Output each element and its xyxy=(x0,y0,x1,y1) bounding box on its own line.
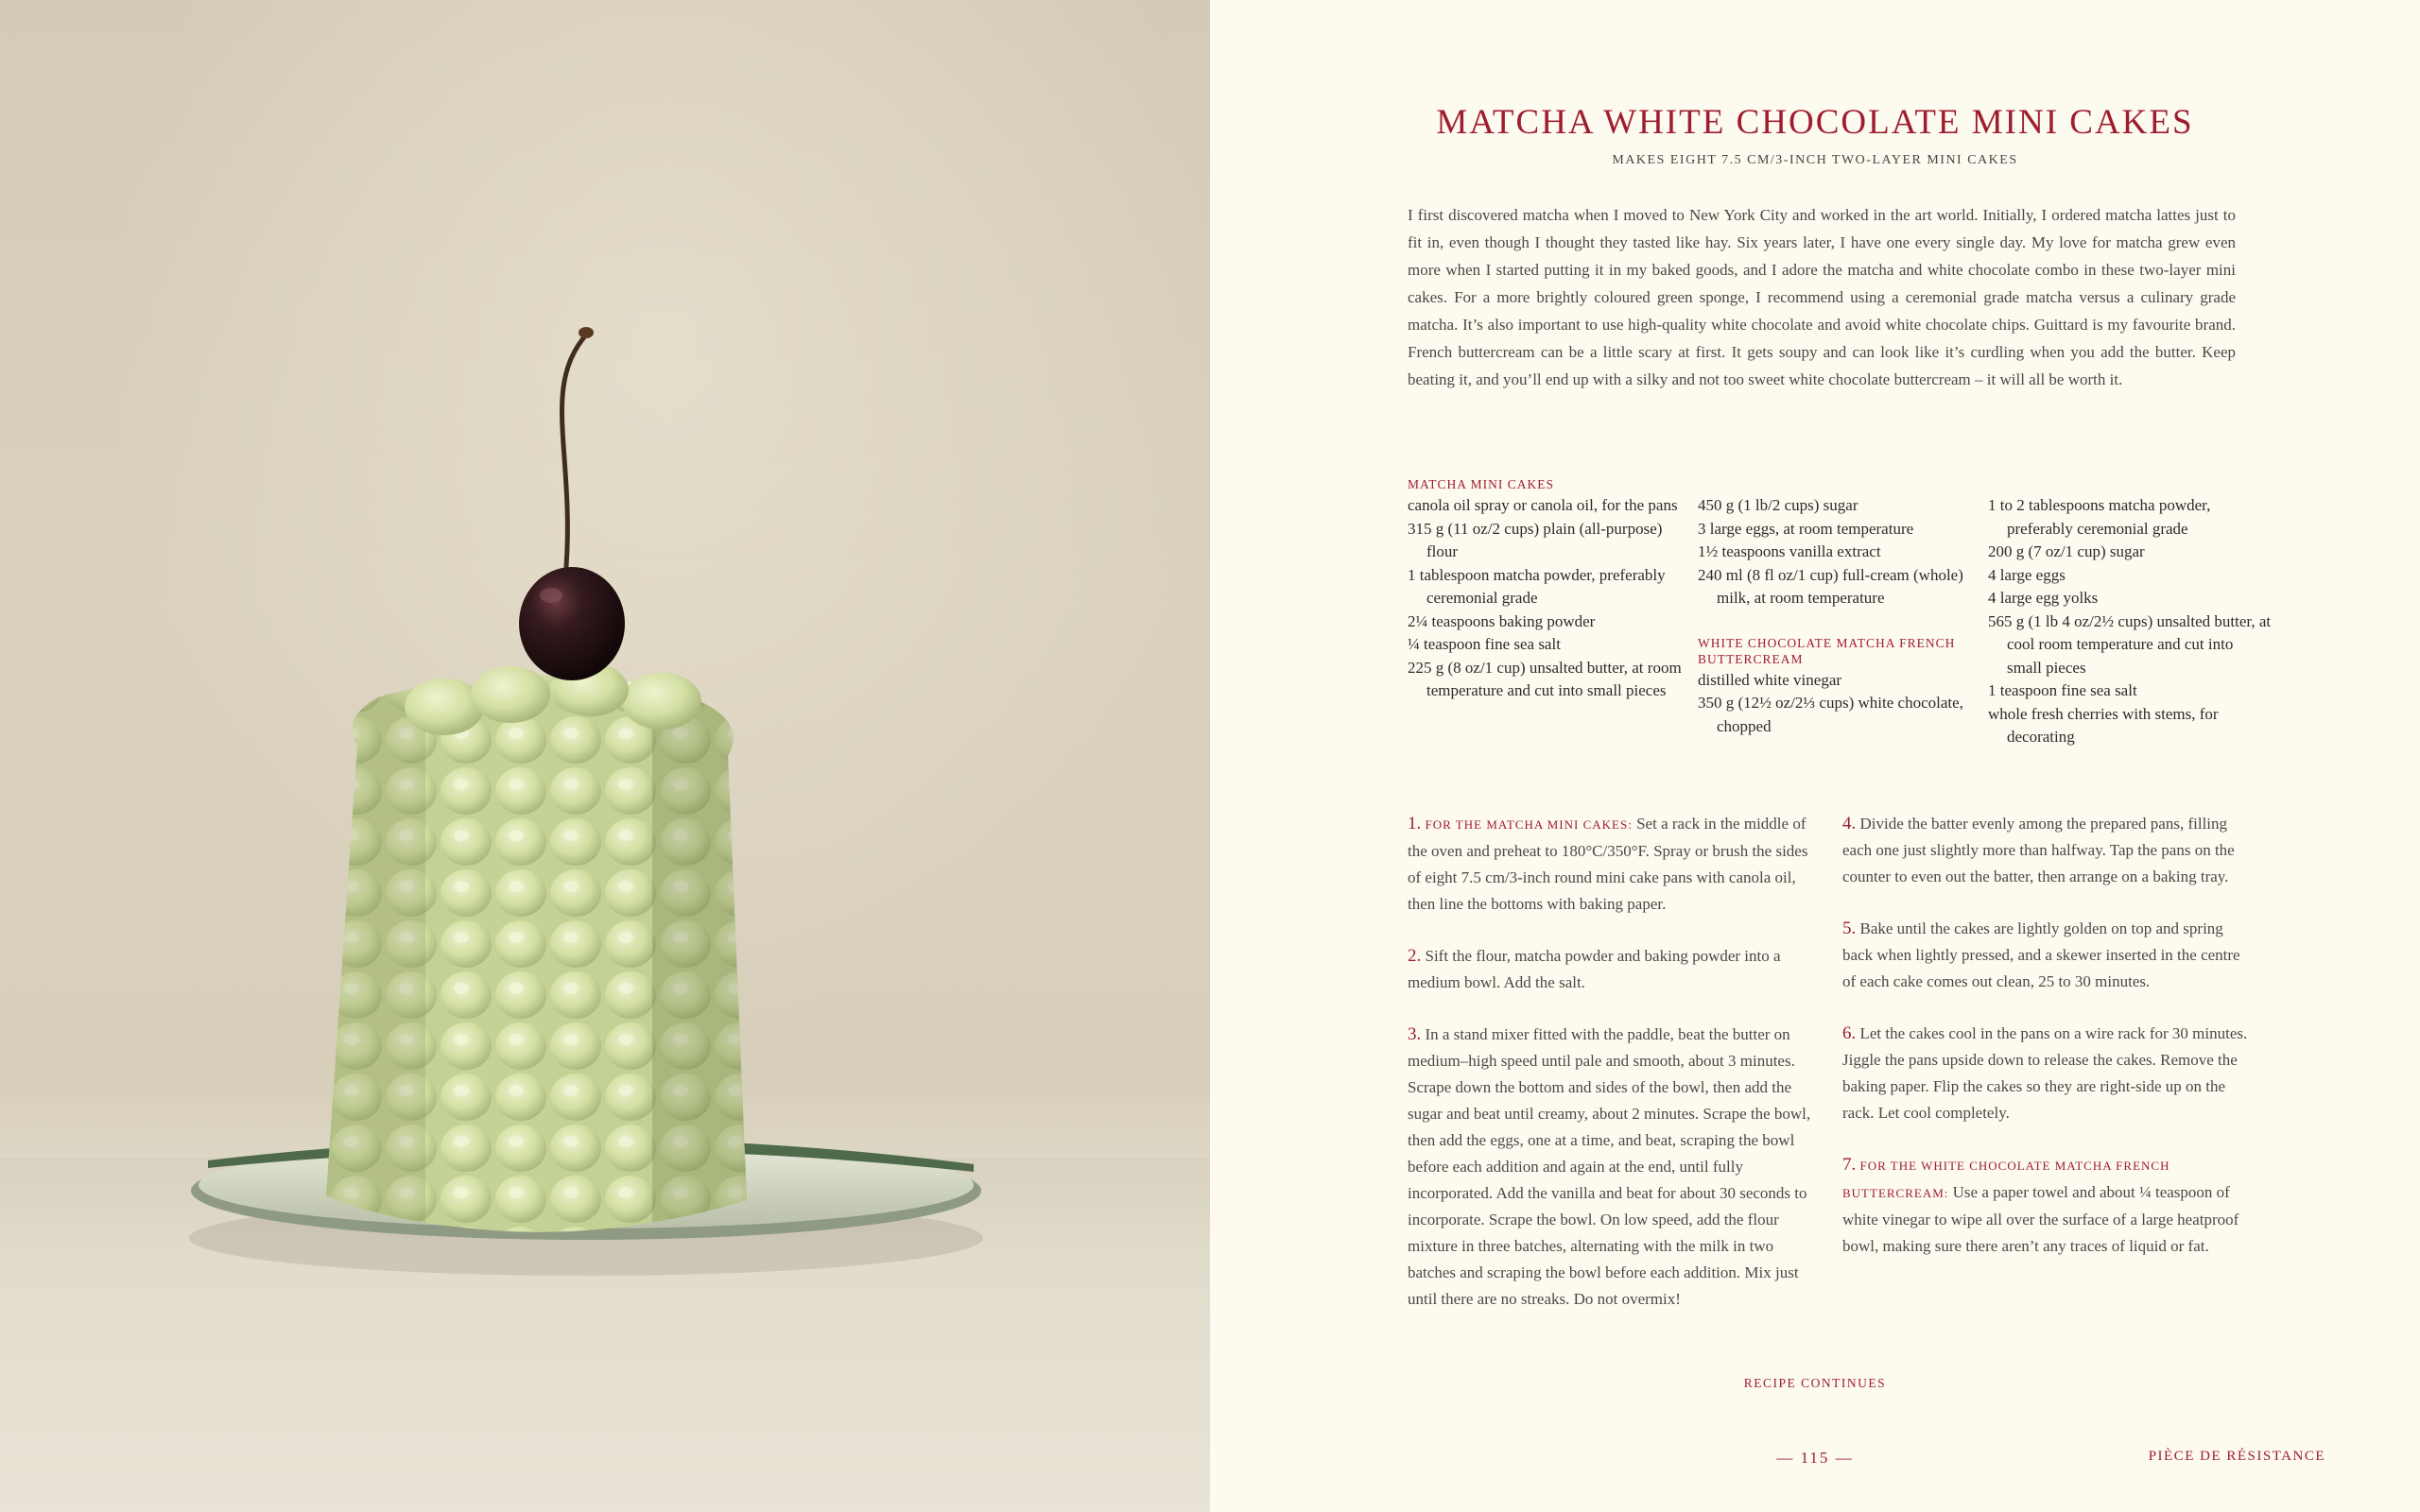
ingredient-item: 1 tablespoon matcha powder, preferably ceremonial grade xyxy=(1408,565,1666,607)
step-text: Use a paper towel and about ¼ teaspoon of white vinegar to wipe all over the surface of a large heatproof bowl, making sure there aren’t any traces of liquid or fat. xyxy=(1842,1183,2239,1255)
step-text: Set a rack in the middle of the oven and preheat to 180°C/350°F. Spray or brush the sides of eight 7.5 cm/3-inch round mini cake pans with canola oil, then line the bottoms with baking paper. xyxy=(1408,815,1808,913)
ingredient-item: ¼ teaspoon fine sea salt xyxy=(1408,635,1561,653)
ingredient-item: 225 g (8 oz/1 cup) unsalted butter, at room temperature and cut into small pieces xyxy=(1408,658,1682,699)
ingredient-item: 4 large egg yolks xyxy=(1988,589,2099,607)
step-text: In a stand mixer fitted with the paddle, beat the butter on medium–high speed until pale and smooth, about 3 minutes. Scrape down the bottom and sides of the bowl, then add the sugar and beat until creamy, about 2 minutes. Scrape the bowl, then add the eggs, one at a time, and beat, scraping the bowl before each addition and again at the end, until fully incorporated. Add the vanilla and beat for about 30 seconds to incorporate. Scrape the bowl. On low speed, add the flour mixture in three batches, alternating with the milk in two batches and scraping the bowl before each addition. Mix just until there are no streaks. Do not overmix! xyxy=(1408,1025,1811,1308)
step-label: FOR THE WHITE CHOCOLATE MATCHA FRENCH BUTTERCREAM: xyxy=(1842,1159,2170,1200)
step-text: Divide the batter evenly among the prepared pans, filling each one just slightly more than halfway. Tap the pans on the counter to even out the batter, then arrange on a baking tray. xyxy=(1842,815,2235,885)
step-number: 3. xyxy=(1408,1024,1422,1044)
recipe-continues-link: RECIPE CONTINUES xyxy=(1743,1376,1887,1390)
ingredient-item: 3 large eggs, at room temperature xyxy=(1698,519,1914,538)
recipe-page xyxy=(1210,0,2420,1512)
method-step-1 xyxy=(1408,811,1820,918)
ingredient-item: 350 g (12½ oz/2⅓ cups) white chocolate, chopped xyxy=(1698,694,1963,735)
ingredient-item: canola oil spray or canola oil, for the pans xyxy=(1408,496,1678,514)
method-step-2 xyxy=(1408,943,1820,996)
method-step-5 xyxy=(1842,916,2255,995)
ingredient-item: distilled white vinegar xyxy=(1698,670,1842,689)
ingredient-item: 565 g (1 lb 4 oz/2½ cups) unsalted butter, at cool room temperature and cut into small pieces xyxy=(1988,611,2272,677)
method-step-7 xyxy=(1842,1152,2255,1260)
ingredients-column-1 xyxy=(1408,476,1691,703)
recipe-title: MATCHA WHITE CHOCOLATE MINI CAKES xyxy=(1436,103,2194,142)
ingredient-item: 240 ml (8 fl oz/1 cup) full-cream (whole) milk, at room temperature xyxy=(1698,565,1963,607)
ingredient-item: 1 to 2 tablespoons matcha powder, preferably ceremonial grade xyxy=(1988,496,2211,538)
page-number: — 115 — xyxy=(1776,1449,1854,1467)
ingredient-item: 200 g (7 oz/1 cup) sugar xyxy=(1988,542,2145,560)
method-step-3 xyxy=(1408,1022,1820,1313)
ingredient-item: 450 g (1 lb/2 cups) sugar xyxy=(1698,496,1858,514)
method-step-6 xyxy=(1842,1021,2255,1126)
ingredient-item: 315 g (11 oz/2 cups) plain (all-purpose) flour xyxy=(1408,519,1663,560)
step-text: Bake until the cakes are lightly golden on top and spring back when lightly pressed, and a skewer inserted in the centre of each cake comes out clean, 25 to 30 minutes. xyxy=(1842,919,2240,990)
step-number: 2. xyxy=(1408,946,1422,966)
step-number: 7. xyxy=(1842,1155,1857,1175)
step-number: 4. xyxy=(1842,814,1857,833)
ingredient-item: 1 teaspoon fine sea salt xyxy=(1988,681,2137,699)
step-number: 6. xyxy=(1842,1023,1857,1043)
cakes-ingredients-heading: MATCHA MINI CAKES xyxy=(1408,477,1555,491)
ingredient-item: whole fresh cherries with stems, for decorating xyxy=(1988,704,2219,746)
recipe-yield: MAKES EIGHT 7.5 CM/3-INCH TWO-LAYER MINI CAKES xyxy=(1612,153,2018,167)
ingredients-column-2 xyxy=(1698,494,1981,738)
ingredient-item: 1½ teaspoons vanilla extract xyxy=(1698,542,1881,560)
running-footer: PIÈCE DE RÉSISTANCE xyxy=(2148,1449,2325,1464)
method-step-4 xyxy=(1842,811,2255,890)
ingredients-column-3 xyxy=(1988,494,2272,749)
ingredient-item: 2¼ teaspoons baking powder xyxy=(1408,611,1596,630)
buttercream-ingredients-heading: WHITE CHOCOLATE MATCHA FRENCH BUTTERCREAM xyxy=(1698,635,1956,666)
step-text: Let the cakes cool in the pans on a wire rack for 30 minutes. Jiggle the pans upside down to release the cakes. Remove the baking paper. Flip the cakes so they are right-side up on the rack. Let cool completely. xyxy=(1842,1024,2248,1122)
step-number: 1. xyxy=(1408,814,1422,833)
ingredient-item: 4 large eggs xyxy=(1988,565,2066,584)
method-column-1 xyxy=(1408,811,1820,1338)
step-number: 5. xyxy=(1842,919,1857,938)
recipe-intro: I first discovered matcha when I moved to New York City and worked in the art world. Initially, I ordered matcha lattes just to fit in, even though I thought they tasted like hay. Six years later, I have one every single day. My love for matcha grew even more when I started putting it in my baked goods, and I adore the matcha and white chocolate combo in these two-layer mini cakes. For a more brightly coloured green sponge, I recommend using a ceremonial grade matcha versus a culinary grade matcha. It’s also important to use high-quality white chocolate and avoid white chocolate chips. Guittard is my favourite brand. French buttercream can be a little scary at first. It gets soupy and can look like it’s curdling when you add the butter. Keep beating it, and you’ll end up with a silky and not too sweet white chocolate buttercream – it will all be worth it. xyxy=(1408,206,2236,388)
step-text: Sift the flour, matcha powder and baking powder into a medium bowl. Add the salt. xyxy=(1408,947,1781,991)
step-label: FOR THE MATCHA MINI CAKES: xyxy=(1425,817,1633,832)
method-column-2 xyxy=(1842,811,2255,1285)
